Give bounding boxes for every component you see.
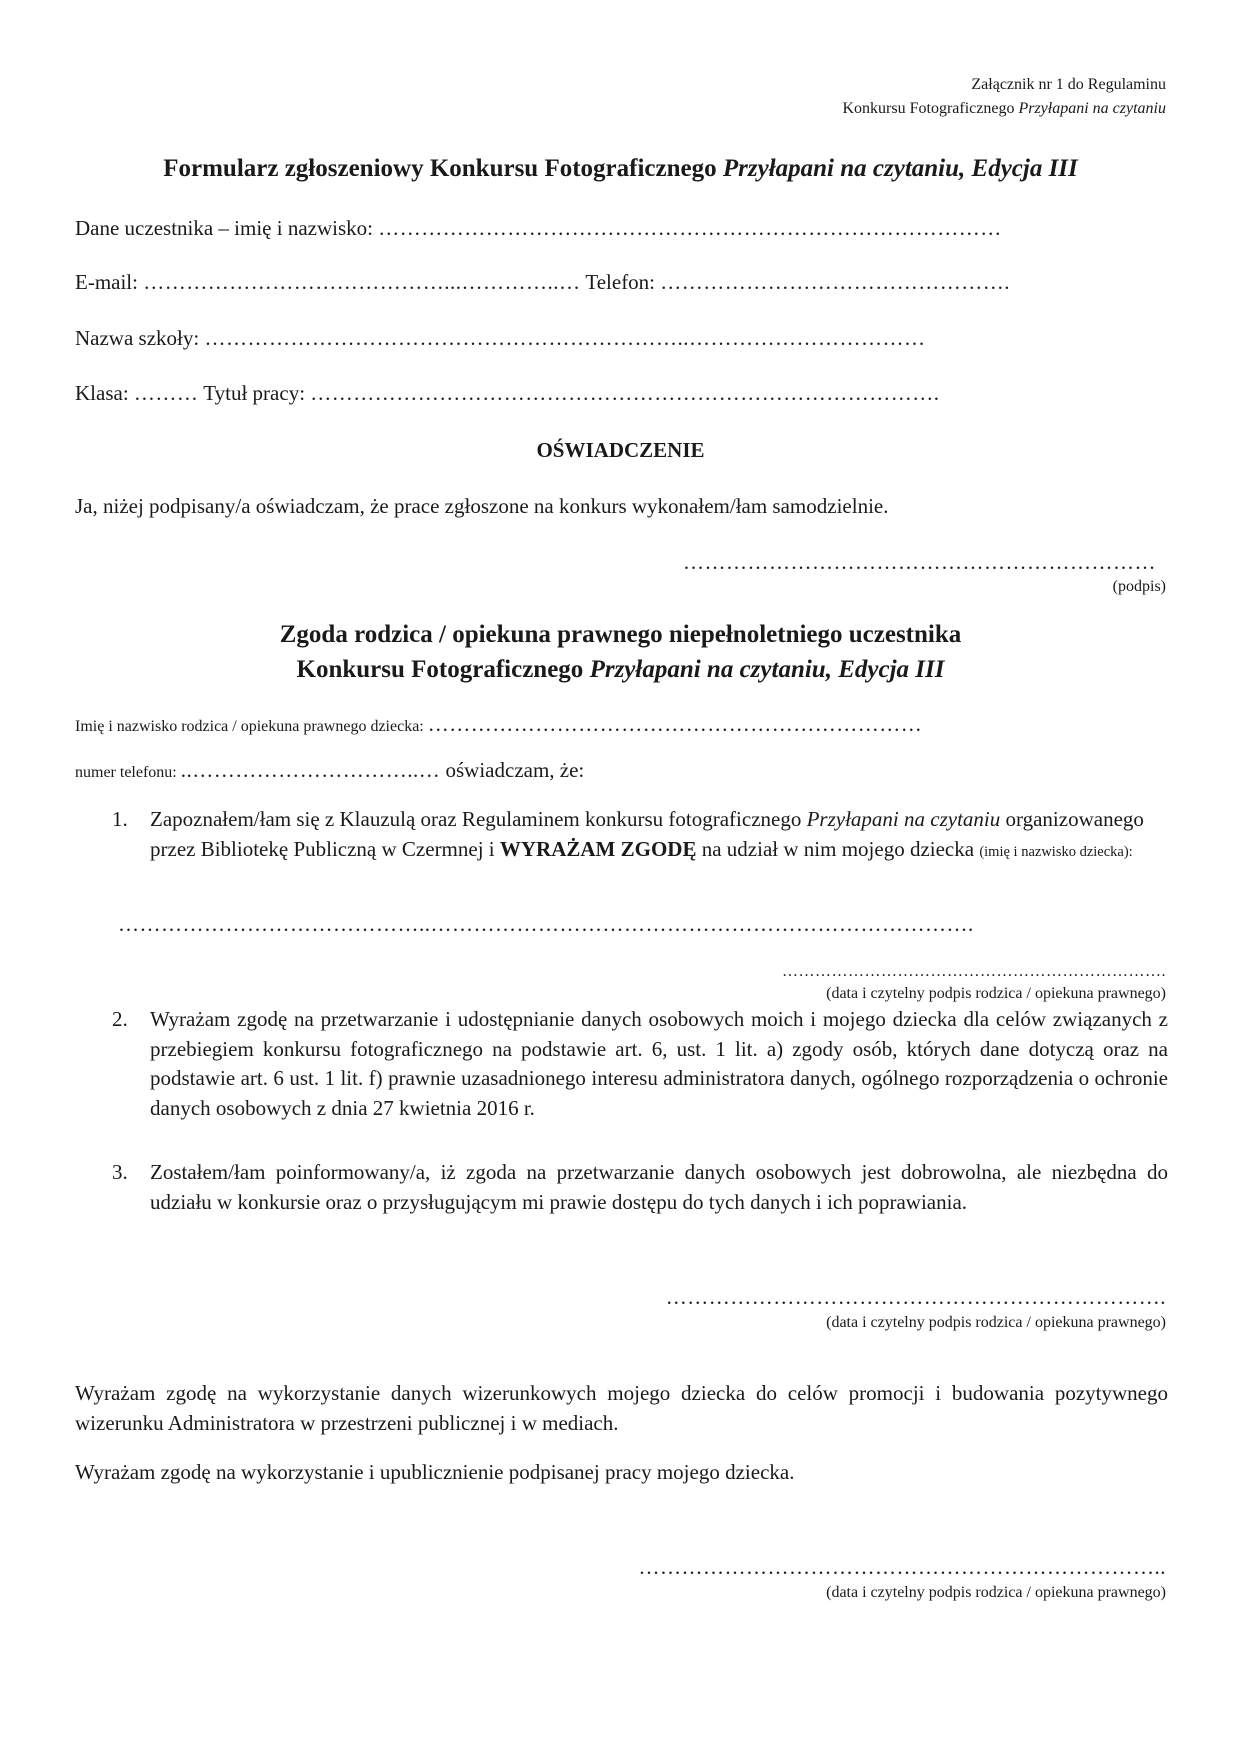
- class-field[interactable]: ………: [133, 381, 199, 405]
- annex-line-1: [971, 76, 1166, 94]
- publish-consent-statement: Wyrażam zgodę na wykorzystanie i upublicznienie podpisanej pracy mojego dziecka.: [75, 1460, 795, 1484]
- parent-signature-caption-3: [826, 1584, 1166, 1602]
- signature-caption: (podpis): [1112, 578, 1166, 595]
- form-title-normal: Formularz zgłoszeniowy Konkursu Fotograficznego: [163, 155, 723, 182]
- list-item-2-number: [112, 1007, 128, 1032]
- parent-signature-line-1[interactable]: [782, 963, 1166, 981]
- declaration-signature-line[interactable]: [683, 550, 1156, 575]
- parent-phone-field[interactable]: ..…………………………..…: [180, 758, 441, 782]
- phone-label: Telefon:: [580, 270, 661, 294]
- parent-signature-field-1[interactable]: …………………………………………………………….: [782, 963, 1166, 980]
- image-consent-text: [75, 1378, 1168, 1438]
- work-title-field[interactable]: …………………………………………………………………………….: [310, 381, 940, 405]
- participant-name-field[interactable]: ……………………………………………………………………………: [378, 216, 1002, 240]
- item-1-contest-italic: Przyłapani na czytaniu: [806, 807, 1001, 831]
- item-1-consent-bold: WYRAŻAM ZGODĘ: [499, 836, 697, 861]
- consent-heading-text-1: Zgoda rodzica / opiekuna prawnego niepełnoletniego uczestnika: [279, 621, 962, 648]
- item-2-text: Wyrażam zgodę na przetwarzanie i udostępnianie danych osobowych moich i mojego dziecka dla celów związanych z przebiegiem konkursu fotograficznego na podstawie art. 6, ust. 1 lit. a) zgody osób, których dane dotyczą oraz na podstawie art. 6 ust. 1 lit. f) prawnie uzasadnionego interesu administratora danych, ogólnego rozporządzenia o ochronie danych osobowych z dnia 27 kwietnia 2016 r.: [150, 1007, 1168, 1120]
- item-2-num: 2.: [112, 1007, 128, 1031]
- work-title-label: Tytuł pracy:: [198, 381, 311, 405]
- email-label: E-mail:: [75, 270, 144, 294]
- child-name-line[interactable]: [118, 912, 974, 937]
- item-1-text-a: Zapoznałem/łam się z Klauzulą oraz Regulaminem konkursu fotograficznego: [150, 807, 807, 831]
- school-label: Nazwa szkoły:: [75, 326, 205, 350]
- school-field[interactable]: …………………………………………………………..……………………………: [204, 326, 926, 350]
- declaration-heading-text: OŚWIADCZENIE: [536, 438, 705, 462]
- participant-name-label: Dane uczestnika – imię i nazwisko:: [75, 216, 379, 240]
- parent-phone-row: [75, 758, 584, 783]
- image-consent-statement: Wyrażam zgodę na wykorzystanie danych wizerunkowych mojego dziecka do celów promocji i budowania pozytywnego wizerunku Administratora w przestrzeni publicznej i w mediach.: [75, 1381, 1168, 1435]
- parent-phone-suffix: oświadczam, że:: [440, 758, 585, 782]
- list-item-3: [150, 1158, 1168, 1217]
- signature-caption-1: (data i czytelny podpis rodzica / opiekuna prawnego): [826, 985, 1166, 1002]
- item-3-text: Zostałem/łam poinformowany/a, iż zgoda na przetwarzanie danych osobowych jest dobrowolna, ale niezbędna do udziału w konkursie oraz o przysługującym mi prawie dostępu do tych danych i ich poprawiania.: [150, 1160, 1168, 1214]
- declaration-statement: Ja, niżej podpisany/a oświadczam, że prace zgłoszone na konkurs wykonałem/łam samodzielnie.: [75, 494, 889, 518]
- item-1-text-c: na udział w nim mojego dziecka: [696, 836, 980, 861]
- list-item-3-number: [112, 1160, 128, 1185]
- parent-signature-field-2[interactable]: …………………………………………………………….: [665, 1285, 1166, 1309]
- list-item-1-number: [112, 807, 128, 832]
- declaration-signature-field[interactable]: …………………………………………………………: [683, 550, 1156, 574]
- class-label: Klasa:: [75, 381, 134, 405]
- signature-caption-2: (data i czytelny podpis rodzica / opiekuna prawnego): [826, 1314, 1166, 1331]
- list-item-2: [150, 1005, 1168, 1123]
- annex-title: Załącznik nr 1 do Regulaminu: [971, 76, 1166, 93]
- consent-heading-line-1: [0, 621, 1241, 649]
- parent-signature-field-3[interactable]: ………………………………………………………………..: [638, 1555, 1166, 1579]
- annex-line-2: [842, 100, 1166, 118]
- parent-signature-caption-2: [826, 1314, 1166, 1332]
- parent-signature-line-2[interactable]: [666, 1285, 1166, 1310]
- item-1-text-b: organizowanego przez Bibliotekę Publiczną w Czermnej i: [150, 807, 1144, 861]
- parent-signature-caption-1: [826, 985, 1166, 1003]
- child-name-field[interactable]: ……………………………………..………………………………………………………………….: [118, 912, 974, 936]
- email-field[interactable]: ……………………………………...…………..…: [143, 270, 581, 294]
- annex-contest-name: Konkursu Fotograficznego: [842, 100, 1019, 117]
- phone-field[interactable]: ………………………………………….: [660, 270, 1011, 294]
- parent-phone-label: numer telefonu:: [75, 764, 181, 781]
- consent-heading-line-2: [0, 656, 1241, 684]
- email-phone-row: [75, 270, 1010, 295]
- participant-name-row: [75, 216, 1002, 241]
- publish-consent-text: [75, 1460, 794, 1485]
- parent-name-label: Imię i nazwisko rodzica / opiekuna prawnego dziecka:: [75, 718, 428, 735]
- item-1-num: 1.: [112, 807, 128, 831]
- item-3-num: 3.: [112, 1160, 128, 1184]
- consent-heading-text-2: Konkursu Fotograficznego: [296, 656, 590, 683]
- parent-signature-line-3[interactable]: [639, 1555, 1167, 1580]
- item-1-child-name-note: (imię i nazwisko dziecka):: [979, 843, 1133, 860]
- list-item-1: [150, 805, 1168, 867]
- class-title-row: [75, 381, 940, 406]
- form-title: [0, 155, 1241, 183]
- declaration-text: [75, 494, 888, 519]
- parent-name-field[interactable]: ……………………………………………………………: [427, 712, 923, 736]
- declaration-signature-caption: [1113, 578, 1166, 596]
- school-row: [75, 326, 925, 351]
- declaration-heading: [0, 438, 1241, 463]
- parent-name-row: [75, 712, 922, 737]
- form-title-italic: Przyłapani na czytaniu, Edycja III: [722, 155, 1078, 182]
- consent-heading-italic: Przyłapani na czytaniu, Edycja III: [589, 656, 945, 683]
- annex-contest-italic: Przyłapani na czytaniu: [1018, 100, 1166, 117]
- signature-caption-3: (data i czytelny podpis rodzica / opiekuna prawnego): [826, 1584, 1166, 1601]
